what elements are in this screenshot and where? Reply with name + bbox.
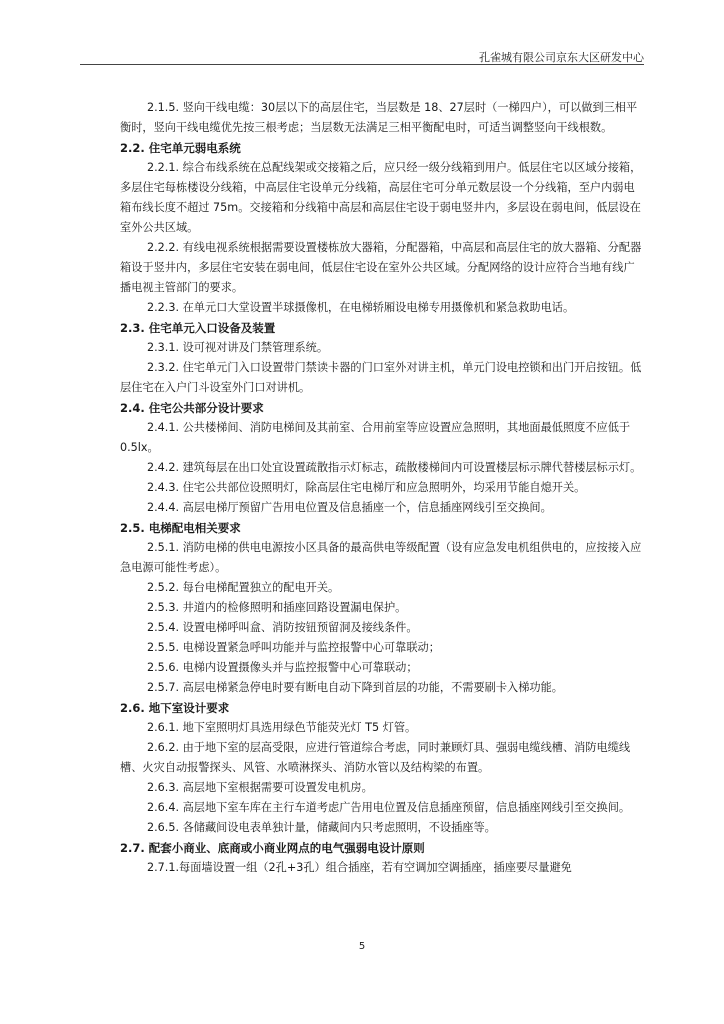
section-heading xyxy=(120,318,645,338)
clause-paragraph: 2.4.1. 公共楼梯间、消防电梯间及其前室、合用前室等应设置应急照明，其地面最低照度不应低于 0.5lx。 xyxy=(120,421,631,454)
clause-paragraph: 2.6.4. 高层地下室车库在主行车道考虑广告用电位置及信息插座预留，信息插座网线引至交换间。 xyxy=(147,801,631,814)
section-title: 住宅单元弱电系统 xyxy=(148,141,241,155)
section-number: 2.3. xyxy=(120,321,145,335)
section-number: 2.4. xyxy=(120,401,145,415)
clause-paragraph: 2.5.4. 设置电梯呼叫盒、消防按钮预留洞及接线条件。 xyxy=(147,621,418,634)
clause-paragraph: 2.2.1. 综合布线系统在总配线架或交接箱之后，应只经一级分线箱到用户。低层住宅以区域分接箱，多层住宅每栋楼设分线箱，中高层住宅设单元分线箱，高层住宅可分单元数层设一个分线箱，至户内弱电箱布线长度不超过 75m。交接箱和分线箱中高层和高层住宅设于弱电竖井内，多层设在弱电间，低层设在室外公共区域。 xyxy=(120,161,642,234)
section-number: 2.7. xyxy=(120,841,145,855)
section-title: 电梯配电相关要求 xyxy=(148,521,241,535)
section-title: 配套小商业、底商或小商业网点的电气强弱电设计原则 xyxy=(148,841,425,855)
page-header: 孔雀城有限公司京东大区研发中心 xyxy=(479,51,644,64)
clause-paragraph: 2.2.3. 在单元口大堂设置半球摄像机，在电梯轿厢设电梯专用摄像机和紧急救助电话。 xyxy=(147,301,575,314)
document-body xyxy=(120,98,645,878)
clause-paragraph: 2.5.1. 消防电梯的供电电源按小区具备的最高供电等级配置（设有应急发电机组供电的，应按接入应急电源可能性考虑）。 xyxy=(120,541,642,574)
clause-paragraph: 2.3.1. 设可视对讲及门禁管理系统。 xyxy=(147,341,329,354)
clause-paragraph: 2.5.7. 高层电梯紧急停电时要有断电自动下降到首层的功能，不需要刷卡入梯功能。 xyxy=(147,681,563,694)
clause-paragraph: 2.6.1. 地下室照明灯具选用绿色节能荧光灯 T5 灯管。 xyxy=(147,721,417,734)
section-number: 2.5. xyxy=(120,521,145,535)
section-heading xyxy=(120,138,645,158)
clause-paragraph: 2.4.2. 建筑每层在出口处宜设置疏散指示灯标志，疏散楼梯间内可设置楼层标示牌代替楼层标示灯。 xyxy=(147,461,642,474)
section-title: 住宅单元入口设备及装置 xyxy=(148,321,276,335)
section-number: 2.6. xyxy=(120,701,145,715)
clause-paragraph: 2.5.6. 电梯内设置摄像头并与监控报警中心可靠联动； xyxy=(147,661,418,674)
clause-paragraph: 2.6.2. 由于地下室的层高受限，应进行管道综合考虑，同时兼顾灯具、强弱电缆线槽、消防电缆线槽、火灾自动报警探头、风管、水喷淋探头、消防水管以及结构梁的布置。 xyxy=(120,741,631,774)
clause-paragraph: 2.4.3. 住宅公共部位设照明灯，除高层住宅电梯厅和应急照明外，均采用节能自熄开关。 xyxy=(147,481,586,494)
clause-paragraph: 2.3.2. 住宅单元门入口设置带门禁读卡器的门口室外对讲主机，单元门设电控锁和出门开启按钮。低层住宅在入户门斗设室外门口对讲机。 xyxy=(120,361,642,394)
clause-paragraph: 2.2.2. 有线电视系统根据需要设置楼栋放大器箱，分配器箱，中高层和高层住宅的放大器箱、分配器箱设于竖井内，多层住宅安装在弱电间，低层住宅设在室外公共区域。分配网络的设计应符合当地有线广播电视主管部门的要求。 xyxy=(120,241,642,294)
clause-paragraph: 2.4.4. 高层电梯厅预留广告用电位置及信息插座一个，信息插座网线引至交换间。 xyxy=(147,501,552,514)
section-title: 地下室设计要求 xyxy=(148,701,230,715)
clause-paragraph: 2.6.3. 高层地下室根据需要可设置发电机房。 xyxy=(147,781,373,794)
clause-paragraph: 2.7.1.每面墙设置一组（2孔+3孔）组合插座，若有空调加空调插座，插座要尽量避免 xyxy=(147,861,572,874)
section-heading xyxy=(120,698,645,718)
page-number: 5 xyxy=(358,941,366,952)
section-number: 2.2. xyxy=(120,141,145,155)
section-title: 住宅公共部分设计要求 xyxy=(148,401,264,415)
clause-paragraph: 2.6.5. 各储藏间设电表单独计量，储藏间内只考虑照明，不设插座等。 xyxy=(147,821,496,834)
header-rule xyxy=(80,64,644,65)
clause-paragraph: 2.5.5. 电梯设置紧急呼叫功能并与监控报警中心可靠联动； xyxy=(147,641,440,654)
section-heading xyxy=(120,398,645,418)
clause-paragraph: 2.5.2. 每台电梯配置独立的配电开关。 xyxy=(147,581,340,594)
section-heading xyxy=(120,518,645,538)
clause-paragraph: 2.1.5. 竖向干线电缆：30层以下的高层住宅，当层数是 18、27层时（一梯四户），可以做到三相平衡时，竖向干线电缆优先按三根考虑；当层数无法满足三相平衡配电时，可适当调整竖向干线根数。 xyxy=(120,101,638,134)
section-heading xyxy=(120,838,645,858)
clause-paragraph: 2.5.3. 井道内的检修照明和插座回路设置漏电保护。 xyxy=(147,601,407,614)
